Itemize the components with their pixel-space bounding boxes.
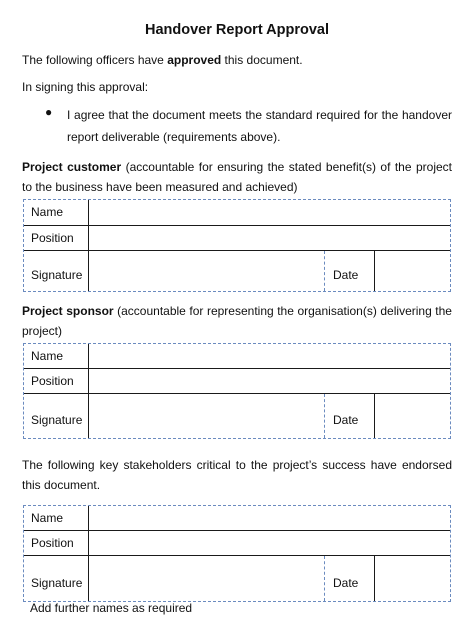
- signature-label: Signature: [31, 413, 83, 427]
- stakeholders-heading: The following key stakeholders critical to the project’s success have endorsed this document.: [22, 458, 452, 492]
- customer-signature-row: [24, 251, 450, 291]
- name-label: Name: [31, 511, 64, 525]
- page-title: Handover Report Approval: [145, 22, 329, 38]
- customer-name-row: [24, 200, 450, 226]
- sponsor-heading: Project sponsor (accountable for representing the organisation(s) delivering the project): [22, 304, 452, 338]
- stakeholder-name-field[interactable]: [89, 506, 450, 530]
- customer-position-field[interactable]: [89, 226, 450, 250]
- customer-signature-field[interactable]: [89, 251, 324, 291]
- position-label: Position: [31, 374, 74, 388]
- stakeholder-date-field[interactable]: [375, 556, 450, 601]
- stakeholder-signature-row: [24, 556, 450, 601]
- customer-position-row: [24, 226, 450, 251]
- name-label: Name: [31, 205, 64, 219]
- position-label: Position: [31, 536, 74, 550]
- position-label: Position: [31, 231, 74, 245]
- sponsor-name-row: [24, 344, 450, 369]
- customer-name-field[interactable]: [89, 200, 450, 225]
- customer-approval-table: [23, 199, 451, 292]
- sponsor-position-row: [24, 369, 450, 394]
- name-label: Name: [31, 349, 64, 363]
- sponsor-date-field[interactable]: [375, 394, 450, 438]
- footer-note: Add further names as required: [30, 601, 193, 615]
- agreement-bullet: I agree that the document meets the standard required for the handover report deliverable (requirements above).: [67, 108, 452, 144]
- sponsor-name-field[interactable]: [89, 344, 450, 368]
- date-label: Date: [333, 576, 359, 590]
- signature-label: Signature: [31, 268, 83, 282]
- sponsor-signature-field[interactable]: [89, 394, 324, 438]
- sponsor-approval-table: [23, 343, 451, 439]
- stakeholder-position-row: [24, 531, 450, 556]
- approved-emphasis: approved: [167, 53, 222, 67]
- sponsor-signature-row: [24, 394, 450, 438]
- sponsor-position-field[interactable]: [89, 369, 450, 393]
- date-label: Date: [333, 413, 359, 427]
- stakeholder-signature-field[interactable]: [89, 556, 324, 601]
- signing-line: In signing this approval:: [22, 80, 149, 94]
- customer-heading: Project customer (accountable for ensuring the stated benefit(s) of the project to the business have been measured and achieved): [22, 160, 452, 194]
- bullet-icon: ●: [45, 105, 53, 119]
- intro-text: The following officers have approved this document.: [22, 53, 303, 67]
- customer-date-field[interactable]: [375, 251, 450, 291]
- stakeholder-name-row: [24, 506, 450, 531]
- stakeholder-position-field[interactable]: [89, 531, 450, 555]
- stakeholders-approval-table: [23, 505, 451, 602]
- date-label: Date: [333, 268, 359, 282]
- signature-label: Signature: [31, 576, 83, 590]
